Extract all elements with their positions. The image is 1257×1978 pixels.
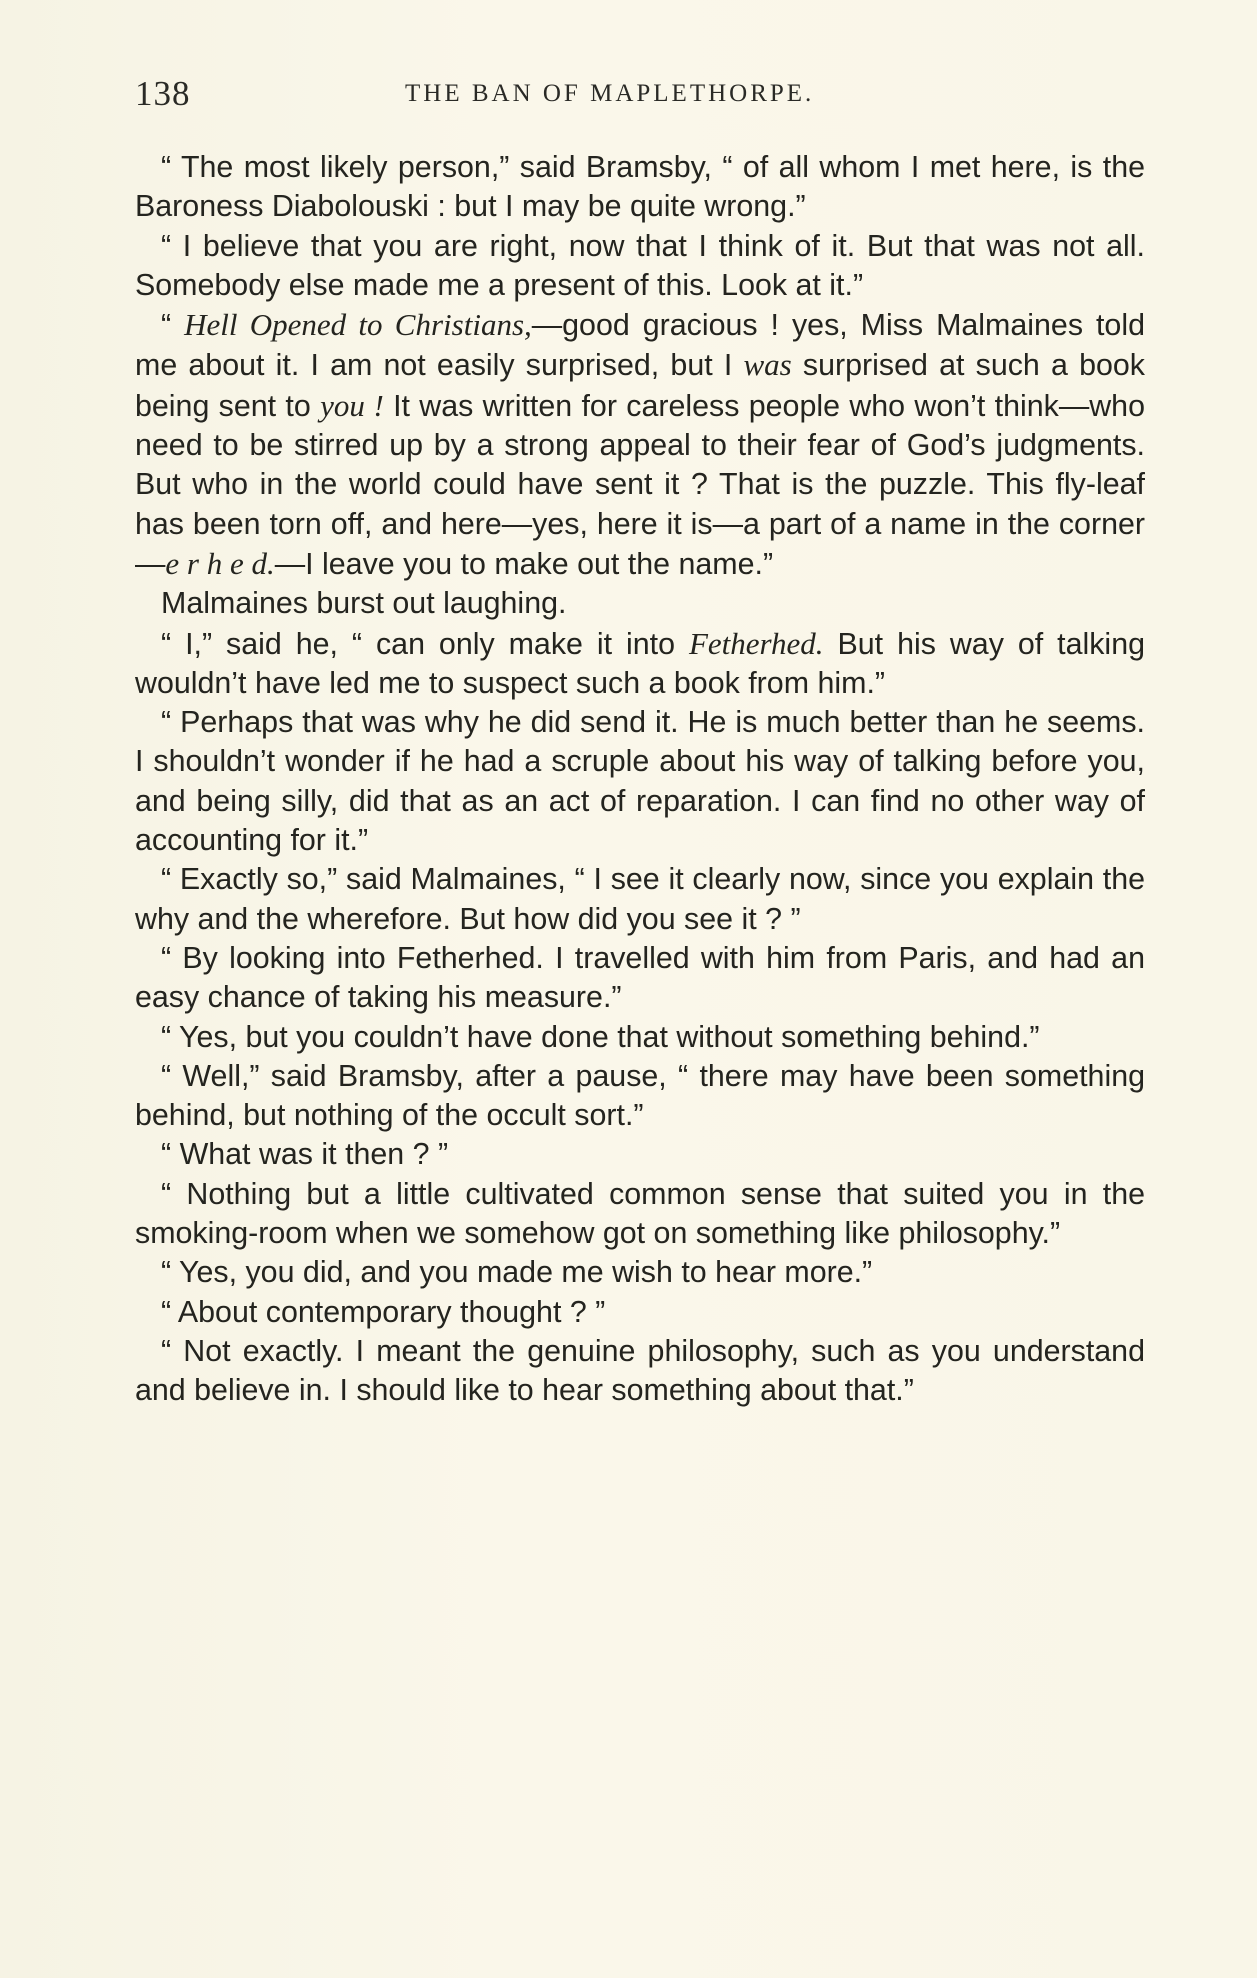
text-run: But his way of talking wouldn’t have led me to suspect such a book from him.” — [135, 626, 1145, 700]
text-run: “ Exactly so,” said Malmaines, “ I see it clearly now, since you explain the why and the wherefore. But how did you see it ? ” — [135, 862, 1145, 936]
paragraph — [135, 148, 1145, 227]
paragraph — [135, 1135, 1145, 1174]
paragraph — [135, 305, 1145, 584]
text-run: “ Well,” said Bramsby, after a pause, “ there may have been something behind, but nothing of the occult sort.” — [135, 1058, 1145, 1133]
text-run: “ Yes, you did, and you made me wish to hear more.” — [161, 1255, 873, 1290]
paragraph — [135, 1293, 1145, 1332]
running-title: THE BAN OF MAPLETHORPE. — [405, 80, 815, 107]
paragraph — [135, 1175, 1145, 1254]
page-number: 138 — [135, 74, 191, 113]
text-run: “ Nothing but a little cultivated common sense that suited you in the smoking-room when we somehow got on something like philosophy.” — [135, 1176, 1145, 1251]
text-run: surprised at such a book being sent to — [135, 348, 1145, 423]
text-run: —I leave you to make out the name.” — [274, 546, 774, 581]
italic-text: Hell Opened to Christians, — [184, 307, 532, 343]
italic-text: was — [743, 347, 792, 383]
paragraph — [135, 860, 1145, 939]
page-header — [135, 74, 1145, 114]
text-run: —good gracious ! yes, Miss Malmaines told me about it. I am not easily surprised, but I — [135, 308, 1145, 383]
text-run: It was written for careless people who won’t think—who need to be stirred up by a strong appeal to their fear of God’s judgments. But who in the world could have sent it ? That is the puzzle. This fly-leaf has been torn off, and here—yes, here it is—a part of a name in the corner— — [135, 388, 1145, 581]
paragraph — [135, 703, 1145, 860]
text-run: “ What was it then ? ” — [161, 1137, 449, 1172]
italic-text: Fetherhed. — [688, 625, 824, 661]
paragraph — [135, 584, 1145, 623]
body-text — [135, 148, 1145, 1411]
paragraph — [135, 1253, 1145, 1292]
text-run: Malmaines burst out laughing. — [161, 586, 567, 621]
text-run: “ Yes, but you couldn’t have done that without something behind.” — [161, 1019, 1040, 1054]
paragraph — [135, 1332, 1145, 1411]
paragraph — [135, 939, 1145, 1018]
paragraph — [135, 624, 1145, 704]
text-run: “ The most likely person,” said Bramsby, “ of all whom I met here, is the Baroness Diabolouski : but I may be quite wrong.” — [135, 150, 1145, 224]
paragraph — [135, 227, 1145, 306]
text-run: “ Perhaps that was why he did send it. He is much better than he seems. I shouldn’t wonder if he had a scruple about his way of talking before you, and being silly, did that as an act of reparation. I can find no other way of accounting for it.” — [135, 705, 1145, 858]
text-run: “ About contemporary thought ? ” — [161, 1294, 606, 1329]
paragraph — [135, 1057, 1145, 1136]
text-run: “ By looking into Fetherhed. I travelled with him from Paris, and had an easy chance of taking his measure.” — [135, 940, 1145, 1015]
italic-text: you ! — [320, 387, 384, 423]
text-run: “ — [161, 308, 185, 343]
italic-text: e r h e d. — [165, 545, 275, 581]
text-run: “ I,” said he, “ can only make it into — [161, 626, 689, 661]
text-run: “ Not exactly. I meant the genuine philosophy, such as you understand and believe in. I should like to hear something about that.” — [135, 1333, 1145, 1408]
text-run: “ I believe that you are right, now that I think of it. But that was not all. Somebody else made me a present of this. Look at it.” — [135, 228, 1145, 302]
paragraph — [135, 1018, 1145, 1057]
